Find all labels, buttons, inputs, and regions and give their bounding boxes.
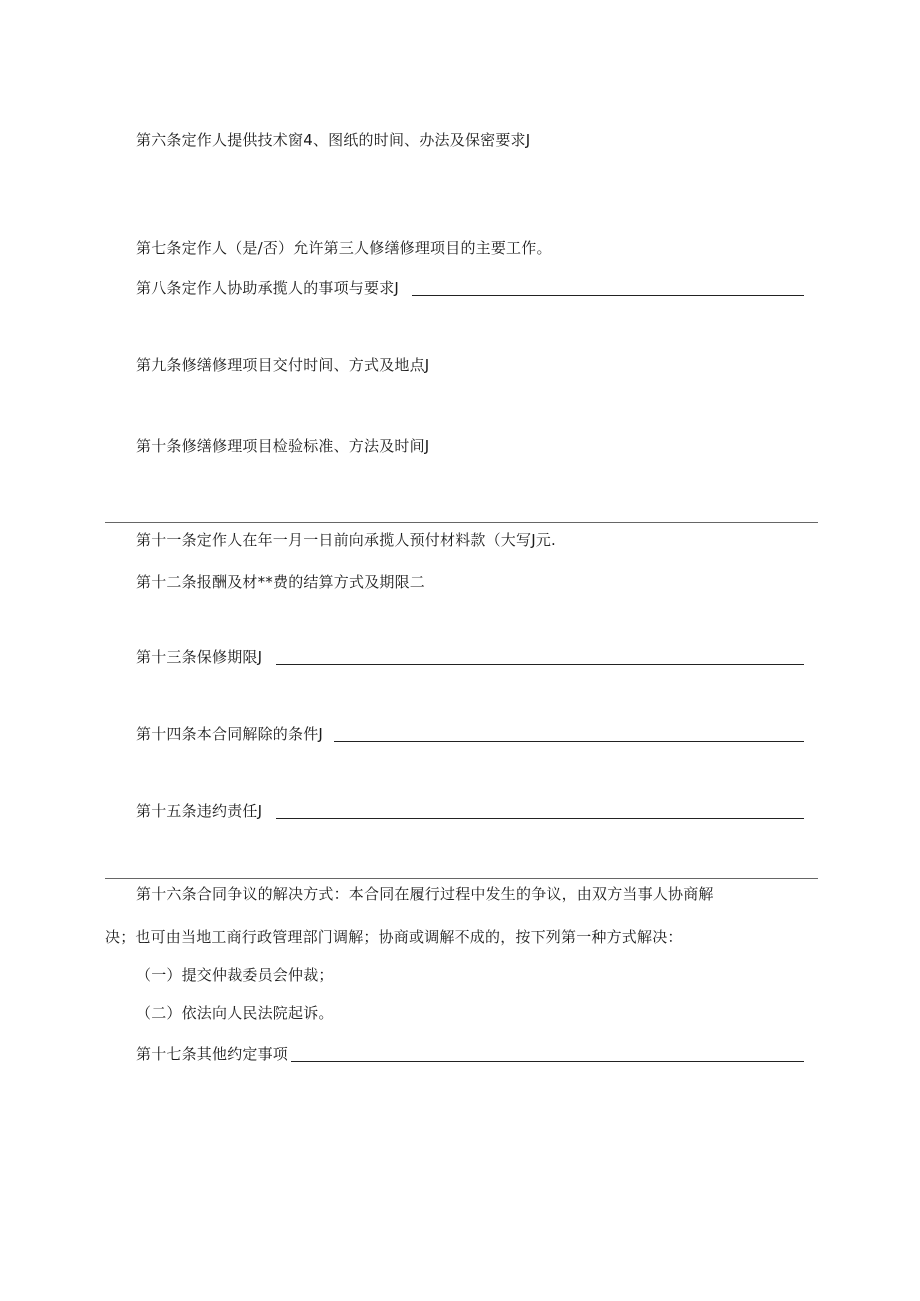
- article-11: 第十一条定作人在年一月一日前向承揽人预付材料款（大写J元.: [136, 531, 556, 549]
- article-16: 第十六条合同争议的解决方式：本合同在履行过程中发生的争议，由双方当事人协商解: [136, 885, 714, 903]
- article-9: 第九条修缮修理项目交付时间、方式及地点J: [136, 356, 430, 374]
- article-8-fill-line[interactable]: [412, 295, 804, 296]
- article-17-fill-line[interactable]: [291, 1061, 804, 1062]
- article-14: 第十四条本合同解除的条件J: [136, 725, 324, 743]
- article-15: 第十五条违约责任J: [136, 802, 263, 820]
- section-divider: [105, 522, 818, 523]
- article-12: 第十二条报酬及材**费的结算方式及期限二: [136, 573, 426, 591]
- article-15-fill-line[interactable]: [276, 818, 804, 819]
- article-6: 第六条定作人提供技术窗4、图纸的时间、办法及保密要求J: [136, 131, 531, 149]
- article-7: 第七条定作人（是/否）允许第三人修缮修理项目的主要工作。: [136, 239, 552, 257]
- article-16-continued: 决；也可由当地工商行政管理部门调解；协商或调解不成的，按下列第一种方式解决：: [105, 928, 683, 946]
- section-divider: [105, 878, 818, 879]
- article-16-option-1: （一）提交仲裁委员会仲裁；: [136, 966, 334, 984]
- article-17: 第十七条其他约定事项: [136, 1045, 289, 1063]
- article-14-fill-line[interactable]: [334, 741, 804, 742]
- article-16-option-2: （二）依法向人民法院起诉。: [136, 1004, 334, 1022]
- article-13-fill-line[interactable]: [276, 664, 804, 665]
- article-13: 第十三条保修期限J: [136, 648, 263, 666]
- article-8: 第八条定作人协助承揽人的事项与要求J: [136, 279, 400, 297]
- article-10: 第十条修缮修理项目检验标准、方法及时间J: [136, 437, 430, 455]
